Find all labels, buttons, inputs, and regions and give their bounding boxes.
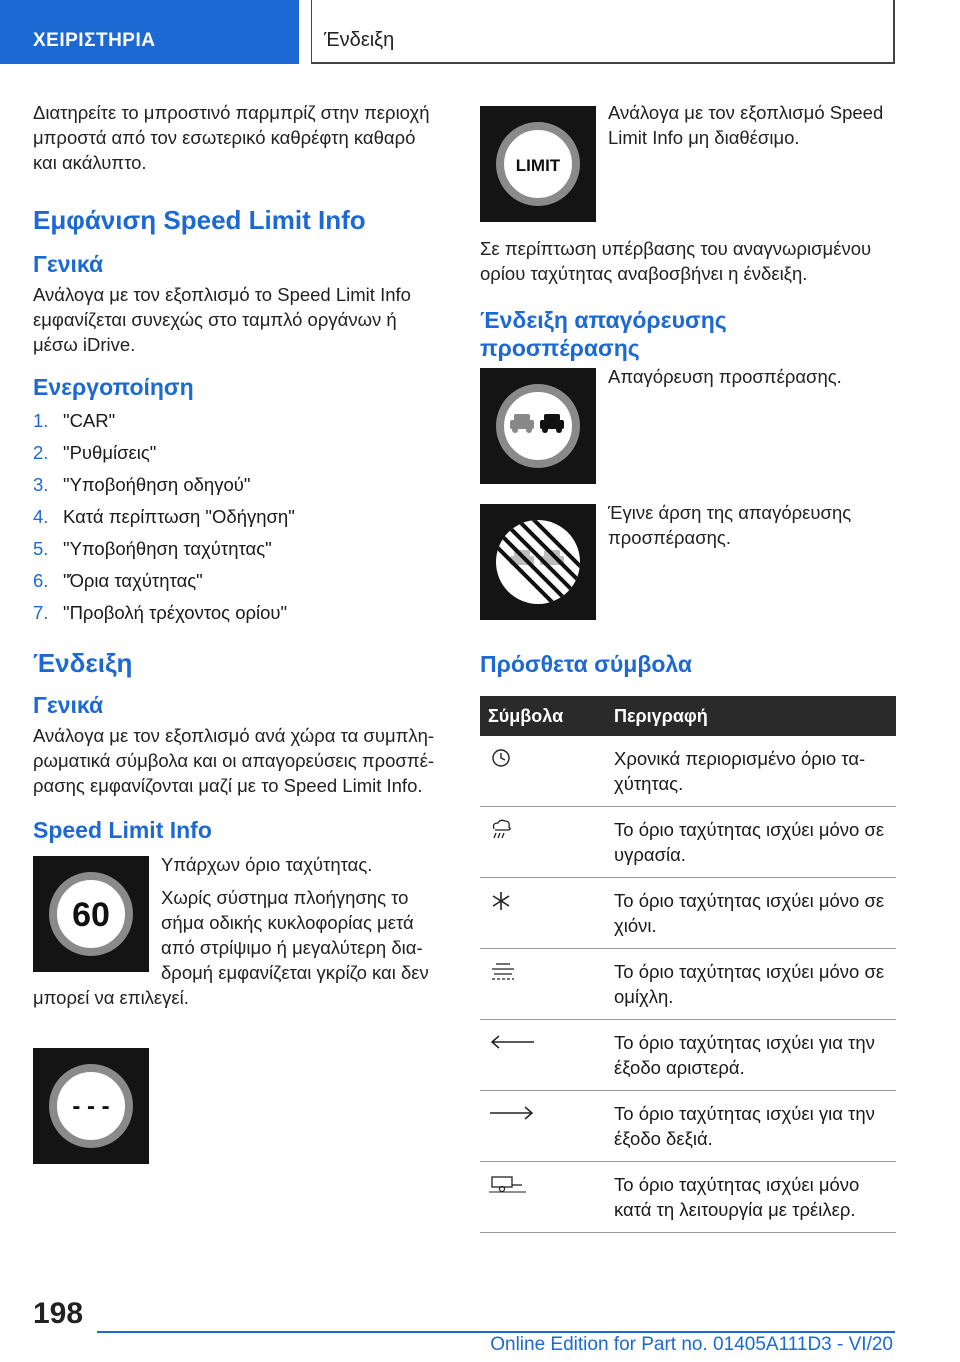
intro-paragraph: Διατηρείτε το μπροστινό παρμπρίζ στην περιοχή μπροστά από τον εσωτερικό καθρέφτη καθαρό και ακάλυπτο. xyxy=(33,102,430,173)
sign-dashes-text: - - - xyxy=(72,1093,110,1120)
heading-general-2: Γενικά xyxy=(33,692,104,718)
sign-60-text: 60 xyxy=(72,896,110,934)
sli-block xyxy=(33,852,443,1010)
col-header-symbols: Σύμβολα xyxy=(480,696,606,736)
row-description: Το όριο ταχύτητας ισχύει για την έξοδο αριστερά. xyxy=(606,1020,896,1091)
row-description: Το όριο ταχύτητας ισχύει μόνο σε υγρασία. xyxy=(606,807,896,878)
heading-indication: Ένδειξη xyxy=(33,648,133,678)
end-no-overtaking-paragraph: Έγινε άρση της απαγόρευσης προσπέρασης. xyxy=(608,502,852,548)
sign-limit-image xyxy=(480,106,596,222)
left-column xyxy=(33,100,443,1164)
heading-activation: Ενεργοποίηση xyxy=(33,374,194,400)
limit-paragraph: Ανάλογα με τον εξοπλισμό Speed Limit Info μη διαθέσιμο. xyxy=(608,102,884,148)
header-chapter-tab: Ένδειξη xyxy=(311,0,895,64)
snowflake-icon xyxy=(488,890,514,912)
step-item: 3. "Υποβοήθηση οδηγού" xyxy=(33,474,251,495)
sli-existing-text: Υπάρχων όριο ταχύτητας. xyxy=(161,854,373,875)
step-item: 7. "Προβολή τρέχοντος ορίου" xyxy=(33,602,288,623)
sign-limit-text: LIMIT xyxy=(515,156,561,175)
table-row xyxy=(480,1162,896,1233)
limit-block xyxy=(480,100,896,222)
fog-icon xyxy=(488,961,518,983)
general-1-paragraph: Ανάλογα με τον εξοπλισμό το Speed Limit Info εμφανίζεται συνεχώς στο ταμπλό οργάνων ή μέσω iDrive. xyxy=(33,284,411,355)
table-row xyxy=(480,807,896,878)
exceed-paragraph: Σε περίπτωση υπέρβασης του αναγνωρισμένου ορίου ταχύτητας αναβοσβήνει η ένδειξη. xyxy=(480,238,872,284)
row-description: Χρονικά περιορισμένο όριο τα- χύτητας. xyxy=(606,736,896,807)
heading-no-overtaking: Ένδειξη απαγόρευσης προσπέρασης xyxy=(480,307,727,361)
clock-icon xyxy=(488,748,514,768)
no-overtaking-sign-image xyxy=(480,368,596,484)
symbols-table xyxy=(480,696,896,1233)
right-column xyxy=(480,100,896,1233)
rain-icon xyxy=(488,819,514,841)
end-no-overtaking-block xyxy=(480,504,896,620)
table-row xyxy=(480,736,896,807)
step-item: 1. "CAR" xyxy=(33,410,116,431)
step-item: 2. "Ρυθμίσεις" xyxy=(33,442,157,463)
footer-edition: Online Edition for Part no. 01405A111D3 - VI/20 xyxy=(490,1334,893,1355)
heading-additional-symbols: Πρόσθετα σύμβολα xyxy=(480,651,693,677)
table-row xyxy=(480,949,896,1020)
activation-steps xyxy=(33,405,443,629)
trailer-icon xyxy=(488,1174,528,1194)
header-section-tab: ΧΕΙΡΙΣΤΗΡΙΑ xyxy=(0,0,299,64)
row-description: Το όριο ταχύτητας ισχύει μόνο σε ομίχλη. xyxy=(606,949,896,1020)
step-item: 6. "Όρια ταχύτητας" xyxy=(33,570,203,591)
step-item: 4. Κατά περίπτωση "Οδήγηση" xyxy=(33,506,295,527)
general-2-paragraph: Ανάλογα με τον εξοπλισμό ανά χώρα τα συμπλη- ρωματικά σύμβολα και οι απαγορεύσεις προσπέ- ρασης εμφανίζονται μαζί με το Speed Limit Info. xyxy=(33,725,435,796)
step-item: 5. "Υποβοήθηση ταχύτητας" xyxy=(33,538,272,559)
table-row xyxy=(480,1020,896,1091)
sli-no-nav-text: Χωρίς σύστημα πλοήγησης το σήμα οδικής κυκλοφορίας μετά από στρίψιμο ή μεγαλύτερη δια- δρομή εμφανίζεται γκρίζο και δεν μπορεί να επιλεγεί. xyxy=(33,887,429,1008)
heading-speed-limit-info: Speed Limit Info xyxy=(33,817,212,843)
row-description: Το όριο ταχύτητας ισχύει μόνο κατά τη λειτουργία με τρέιλερ. xyxy=(606,1162,896,1233)
arrow-right-icon xyxy=(488,1103,536,1123)
no-overtaking-block xyxy=(480,368,896,484)
arrow-left-icon xyxy=(488,1032,536,1052)
table-row xyxy=(480,878,896,949)
table-row xyxy=(480,1091,896,1162)
no-overtaking-paragraph: Απαγόρευση προσπέρασης. xyxy=(608,366,842,387)
page-number: 198 xyxy=(33,1297,84,1330)
heading-display-sli: Εμφάνιση Speed Limit Info xyxy=(33,205,366,235)
heading-general-1: Γενικά xyxy=(33,251,104,277)
sign-60-image xyxy=(33,856,149,972)
row-description: Το όριο ταχύτητας ισχύει για την έξοδο δεξιά. xyxy=(606,1091,896,1162)
col-header-description: Περιγραφή xyxy=(606,696,896,736)
end-no-overtaking-sign-image xyxy=(480,504,596,620)
row-description: Το όριο ταχύτητας ισχύει μόνο σε χιόνι. xyxy=(606,878,896,949)
table-header-row xyxy=(480,696,896,736)
footer-divider xyxy=(97,1331,895,1333)
sign-dashes-image xyxy=(33,1048,149,1164)
